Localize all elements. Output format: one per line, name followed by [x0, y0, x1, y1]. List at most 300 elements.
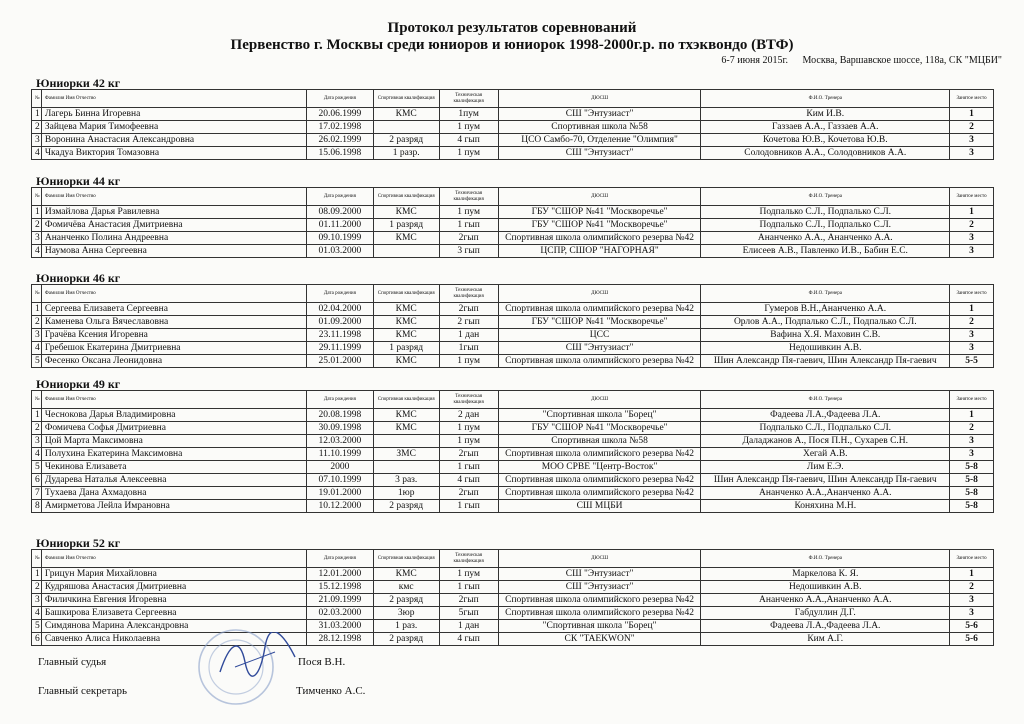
cell-sport-qual: 1 разр.	[373, 147, 439, 160]
cell-dob: 28.12.1998	[307, 633, 374, 646]
cell-place: 5-6	[950, 633, 994, 646]
cell-num: 8	[32, 500, 42, 513]
cell-coach: Даладжанов А., Пося П.Н., Сухарев С.Н.	[701, 435, 950, 448]
column-header-tech-qual: Техническая квалификация	[439, 550, 498, 568]
cell-tech-qual: 2гып	[439, 448, 498, 461]
cell-name: Ананченко Полина Андреевна	[41, 232, 306, 245]
column-header-sport-qual: Спортивная квалификация	[373, 550, 439, 568]
table-row	[32, 594, 994, 607]
cell-tech-qual: 3 гып	[439, 245, 498, 258]
table-row	[32, 633, 994, 646]
cell-school: СШ МЦБИ	[498, 500, 701, 513]
cell-num: 7	[32, 487, 42, 500]
cell-name: Лагерь Бинна Игоревна	[41, 108, 306, 121]
cell-sport-qual: 1юр	[373, 487, 439, 500]
cell-dob: 02.04.2000	[307, 303, 374, 316]
column-header-name: Фамилия Имя Отчество	[41, 550, 306, 568]
cell-name: Симдянова Марина Александровна	[41, 620, 306, 633]
judge-name: Пося В.Н.	[298, 656, 346, 668]
column-header-place: Занятое место	[950, 391, 994, 409]
cell-sport-qual: ЗМС	[373, 448, 439, 461]
table-row	[32, 232, 994, 245]
cell-num: 2	[32, 121, 42, 134]
cell-place: 1	[950, 409, 994, 422]
event-location: Москва, Варшавское шоссе, 118а, СК "МЦБИ"	[802, 55, 1002, 66]
cell-name: Чкадуа Виктория Томазовна	[41, 147, 306, 160]
table-row	[32, 500, 994, 513]
cell-place: 3	[950, 232, 994, 245]
column-header-dob: Дата рождения	[307, 188, 374, 206]
column-header-num: №	[32, 90, 42, 108]
column-header-num: №	[32, 550, 42, 568]
table-header-row	[32, 188, 994, 206]
cell-coach: Ким И.В.	[701, 108, 950, 121]
column-header-num: №	[32, 391, 42, 409]
cell-num: 1	[32, 303, 42, 316]
cell-name: Филичкина Евгения Игоревна	[41, 594, 306, 607]
cell-school: ЦСС	[498, 329, 701, 342]
cell-tech-qual: 2гып	[439, 232, 498, 245]
cell-name: Фомичева Софья Дмитриевна	[41, 422, 306, 435]
cell-coach: Подпалько С.Л., Подпалько С.Л.	[701, 219, 950, 232]
cell-name: Кудряшова Анастасия Дмитриевна	[41, 581, 306, 594]
cell-tech-qual: 5гып	[439, 607, 498, 620]
cell-sport-qual: 3 раз.	[373, 474, 439, 487]
cell-school: ГБУ "СШОР №41 "Москворечье"	[498, 422, 701, 435]
cell-num: 2	[32, 422, 42, 435]
table-row	[32, 620, 994, 633]
column-header-sport-qual: Спортивная квалификация	[373, 391, 439, 409]
cell-school: ЦСО Самбо-70, Отделение "Олимпия"	[498, 134, 701, 147]
cell-place: 3	[950, 147, 994, 160]
cell-dob: 17.02.1998	[307, 121, 374, 134]
cell-school: "Спортивная школа "Борец"	[498, 620, 701, 633]
cell-sport-qual: 2 разряд	[373, 633, 439, 646]
cell-school: Спортивная школа олимпийского резерва №42	[498, 232, 701, 245]
table-row	[32, 409, 994, 422]
table-row	[32, 487, 994, 500]
cell-num: 1	[32, 568, 42, 581]
cell-name: Башкирова Елизавета Сергеевна	[41, 607, 306, 620]
cell-sport-qual: КМС	[373, 303, 439, 316]
cell-school: СШ "Энтузиаст"	[498, 568, 701, 581]
cell-name: Дударева Наталья Алексеевна	[41, 474, 306, 487]
cell-sport-qual: 1 разряд	[373, 342, 439, 355]
column-header-name: Фамилия Имя Отчество	[41, 285, 306, 303]
cell-dob: 09.10.1999	[307, 232, 374, 245]
category-title: Юниорки 49 кг	[36, 377, 121, 391]
cell-coach: Хегай А.В.	[701, 448, 950, 461]
cell-num: 6	[32, 633, 42, 646]
cell-place: 2	[950, 121, 994, 134]
table-row	[32, 134, 994, 147]
cell-dob: 31.03.2000	[307, 620, 374, 633]
cell-name: Воронина Анастасия Александровна	[41, 134, 306, 147]
column-header-sport-qual: Спортивная квалификация	[373, 90, 439, 108]
cell-tech-qual: 1 гып	[439, 581, 498, 594]
column-header-place: Занятое место	[950, 550, 994, 568]
table-row	[32, 329, 994, 342]
cell-school: ЦСПР, СШОР "НАГОРНАЯ"	[498, 245, 701, 258]
cell-coach: Коняхина М.Н.	[701, 500, 950, 513]
cell-dob: 12.03.2000	[307, 435, 374, 448]
cell-dob: 10.12.2000	[307, 500, 374, 513]
cell-sport-qual: 2 разряд	[373, 134, 439, 147]
column-header-num: №	[32, 285, 42, 303]
cell-school: СК "TAEKWON"	[498, 633, 701, 646]
results-table	[31, 89, 994, 160]
cell-school: ГБУ "СШОР №41 "Москворечье"	[498, 316, 701, 329]
cell-num: 1	[32, 206, 42, 219]
cell-dob: 15.06.1998	[307, 147, 374, 160]
cell-sport-qual: КМС	[373, 316, 439, 329]
cell-name: Сергеева Елизавета Сергеевна	[41, 303, 306, 316]
cell-dob: 11.10.1999	[307, 448, 374, 461]
cell-sport-qual: КМС	[373, 422, 439, 435]
cell-coach: Ананченко А.А.,Ананченко А.А.	[701, 487, 950, 500]
table-row	[32, 245, 994, 258]
cell-coach: Подпалько С.Л., Подпалько С.Л.	[701, 206, 950, 219]
cell-dob: 02.03.2000	[307, 607, 374, 620]
cell-place: 2	[950, 581, 994, 594]
secretary-label: Главный секретарь	[38, 685, 127, 697]
cell-coach: Габдуллин Д.Г.	[701, 607, 950, 620]
cell-num: 3	[32, 329, 42, 342]
judge-label: Главный судья	[38, 656, 107, 668]
cell-tech-qual: 1 дан	[439, 329, 498, 342]
cell-name: Наумова Анна Сергеевна	[41, 245, 306, 258]
cell-num: 3	[32, 134, 42, 147]
document-subtitle: Первенство г. Москвы среди юниоров и юниорок 1998-2000г.р. по тхэквондо (ВТФ)	[230, 37, 794, 53]
results-table	[31, 549, 994, 646]
cell-place: 1	[950, 303, 994, 316]
cell-tech-qual: 1 пум	[439, 121, 498, 134]
cell-num: 5	[32, 620, 42, 633]
cell-place: 3	[950, 134, 994, 147]
cell-sport-qual: кмс	[373, 581, 439, 594]
column-header-name: Фамилия Имя Отчество	[41, 188, 306, 206]
cell-place: 1	[950, 206, 994, 219]
column-header-school: ДЮСШ	[498, 188, 701, 206]
column-header-coach: Ф.И.О. Тренера	[701, 188, 950, 206]
cell-name: Савченко Алиса Николаевна	[41, 633, 306, 646]
table-header-row	[32, 285, 994, 303]
cell-school: Спортивная школа олимпийского резерва №42	[498, 594, 701, 607]
cell-school: Спортивная школа олимпийского резерва №42	[498, 607, 701, 620]
cell-name: Каменева Ольга Вячеславовна	[41, 316, 306, 329]
cell-tech-qual: 2 гып	[439, 316, 498, 329]
column-header-dob: Дата рождения	[307, 391, 374, 409]
cell-name: Грачёва Ксения Игоревна	[41, 329, 306, 342]
column-header-place: Занятое место	[950, 188, 994, 206]
cell-tech-qual: 1 гып	[439, 219, 498, 232]
cell-name: Чекинова Елизавета	[41, 461, 306, 474]
cell-school: "Спортивная школа "Борец"	[498, 409, 701, 422]
cell-sport-qual: 2 разряд	[373, 594, 439, 607]
table-row	[32, 607, 994, 620]
cell-tech-qual: 1 гып	[439, 461, 498, 474]
cell-coach: Шин Александр Пя-гаевич, Шин Александр Пя-гаевич	[701, 474, 950, 487]
column-header-tech-qual: Техническая квалификация	[439, 391, 498, 409]
cell-school: СШ "Энтузиаст"	[498, 581, 701, 594]
cell-dob: 20.06.1999	[307, 108, 374, 121]
cell-dob: 25.01.2000	[307, 355, 374, 368]
cell-sport-qual: КМС	[373, 568, 439, 581]
cell-dob: 19.01.2000	[307, 487, 374, 500]
cell-sport-qual: 1 раз.	[373, 620, 439, 633]
cell-coach: Шин Александр Пя-гаевич, Шин Александр Пя-гаевич	[701, 355, 950, 368]
cell-place: 3	[950, 329, 994, 342]
cell-num: 3	[32, 232, 42, 245]
table-row	[32, 121, 994, 134]
results-table	[31, 284, 994, 368]
cell-sport-qual: КМС	[373, 108, 439, 121]
table-row	[32, 206, 994, 219]
cell-sport-qual: 2 разряд	[373, 500, 439, 513]
cell-sport-qual	[373, 121, 439, 134]
cell-dob: 01.09.2000	[307, 316, 374, 329]
cell-coach: Фадеева Л.А.,Фадеева Л.А.	[701, 409, 950, 422]
table-row	[32, 219, 994, 232]
column-header-school: ДЮСШ	[498, 550, 701, 568]
cell-num: 6	[32, 474, 42, 487]
cell-tech-qual: 4 гып	[439, 633, 498, 646]
cell-dob: 15.12.1998	[307, 581, 374, 594]
cell-num: 3	[32, 594, 42, 607]
cell-name: Амирметова Лейла Имрановна	[41, 500, 306, 513]
cell-school: ГБУ "СШОР №41 "Москворечье"	[498, 219, 701, 232]
cell-name: Гребешок Екатерина Дмитриевна	[41, 342, 306, 355]
cell-dob: 01.03.2000	[307, 245, 374, 258]
column-header-school: ДЮСШ	[498, 391, 701, 409]
category-title: Юниорки 52 кг	[36, 536, 121, 550]
cell-sport-qual: 1 разряд	[373, 219, 439, 232]
cell-dob: 07.10.1999	[307, 474, 374, 487]
cell-school: Спортивная школа олимпийского резерва №42	[498, 474, 701, 487]
cell-dob: 08.09.2000	[307, 206, 374, 219]
cell-coach: Ананченко А.А.,Ананченко А.А.	[701, 594, 950, 607]
column-header-coach: Ф.И.О. Тренера	[701, 550, 950, 568]
cell-sport-qual: КМС	[373, 232, 439, 245]
cell-sport-qual: КМС	[373, 355, 439, 368]
cell-coach: Подпалько С.Л., Подпалько С.Л.	[701, 422, 950, 435]
cell-school: ГБУ "СШОР №41 "Москворечье"	[498, 206, 701, 219]
cell-coach: Лим Е.Э.	[701, 461, 950, 474]
cell-tech-qual: 1 гып	[439, 500, 498, 513]
table-header-row	[32, 90, 994, 108]
cell-tech-qual: 1 пум	[439, 568, 498, 581]
cell-num: 2	[32, 581, 42, 594]
cell-school: Спортивная школа №58	[498, 121, 701, 134]
cell-num: 1	[32, 409, 42, 422]
cell-dob: 23.11.1998	[307, 329, 374, 342]
table-row	[32, 108, 994, 121]
cell-place: 1	[950, 108, 994, 121]
cell-place: 5-6	[950, 620, 994, 633]
column-header-tech-qual: Техническая квалификация	[439, 188, 498, 206]
cell-tech-qual: 2гып	[439, 303, 498, 316]
table-row	[32, 448, 994, 461]
cell-place: 5-8	[950, 474, 994, 487]
table-row	[32, 303, 994, 316]
table-header-row	[32, 391, 994, 409]
document-title: Протокол результатов соревнований	[387, 20, 637, 36]
table-row	[32, 342, 994, 355]
results-table	[31, 390, 994, 513]
cell-name: Зайцева Мария Тимофеевна	[41, 121, 306, 134]
cell-name: Тухаева Дана Ахмадовна	[41, 487, 306, 500]
column-header-num: №	[32, 188, 42, 206]
cell-name: Полухина Екатерина Максимовна	[41, 448, 306, 461]
table-row	[32, 422, 994, 435]
cell-num: 4	[32, 342, 42, 355]
cell-tech-qual: 1 пум	[439, 422, 498, 435]
cell-coach: Орлов А.А., Подпалько С.Л., Подпалько С.Л.	[701, 316, 950, 329]
cell-tech-qual: 2 дан	[439, 409, 498, 422]
cell-name: Чеснокова Дарья Владимировна	[41, 409, 306, 422]
cell-tech-qual: 2гып	[439, 487, 498, 500]
category-title: Юниорки 46 кг	[36, 271, 121, 285]
cell-school: Спортивная школа олимпийского резерва №42	[498, 303, 701, 316]
cell-tech-qual: 1 пум	[439, 355, 498, 368]
cell-num: 3	[32, 435, 42, 448]
cell-place: 2	[950, 316, 994, 329]
column-header-school: ДЮСШ	[498, 285, 701, 303]
cell-tech-qual: 4 гып	[439, 134, 498, 147]
cell-place: 3	[950, 448, 994, 461]
column-header-coach: Ф.И.О. Тренера	[701, 285, 950, 303]
column-header-dob: Дата рождения	[307, 285, 374, 303]
cell-dob: 20.08.1998	[307, 409, 374, 422]
cell-num: 4	[32, 147, 42, 160]
cell-place: 2	[950, 422, 994, 435]
cell-tech-qual: 1 пум	[439, 435, 498, 448]
cell-coach: Фадеева Л.А.,Фадеева Л.А.	[701, 620, 950, 633]
table-row	[32, 581, 994, 594]
cell-sport-qual	[373, 245, 439, 258]
cell-school: СШ "Энтузиаст"	[498, 342, 701, 355]
cell-coach: Вафина Х.Я. Маховин С.В.	[701, 329, 950, 342]
cell-school: СШ "Энтузиаст"	[498, 147, 701, 160]
column-header-place: Занятое место	[950, 285, 994, 303]
cell-coach: Елисеев А.В., Павленко И.В., Бабин Е.С.	[701, 245, 950, 258]
cell-coach: Кочетова Ю.В., Кочетова Ю.В.	[701, 134, 950, 147]
cell-name: Фесенко Оксана Леонидовна	[41, 355, 306, 368]
table-row	[32, 147, 994, 160]
cell-dob: 01.11.2000	[307, 219, 374, 232]
cell-sport-qual: КМС	[373, 329, 439, 342]
cell-place: 5-8	[950, 487, 994, 500]
column-header-tech-qual: Техническая квалификация	[439, 90, 498, 108]
cell-place: 5-5	[950, 355, 994, 368]
table-row	[32, 316, 994, 329]
results-table	[31, 187, 994, 258]
cell-tech-qual: 4 гып	[439, 474, 498, 487]
table-row	[32, 568, 994, 581]
table-row	[32, 355, 994, 368]
event-meta	[709, 55, 1002, 66]
cell-school: СШ "Энтузиаст"	[498, 108, 701, 121]
column-header-tech-qual: Техническая квалификация	[439, 285, 498, 303]
cell-place: 5-8	[950, 461, 994, 474]
cell-num: 2	[32, 219, 42, 232]
cell-tech-qual: 1пум	[439, 108, 498, 121]
cell-coach: Недошивкин А.В.	[701, 342, 950, 355]
cell-place: 3	[950, 435, 994, 448]
cell-sport-qual: КМС	[373, 409, 439, 422]
cell-num: 5	[32, 461, 42, 474]
column-header-name: Фамилия Имя Отчество	[41, 391, 306, 409]
category-title: Юниорки 42 кг	[36, 76, 121, 90]
cell-place: 1	[950, 568, 994, 581]
cell-dob: 26.02.1999	[307, 134, 374, 147]
cell-sport-qual: 3юр	[373, 607, 439, 620]
cell-dob: 2000	[307, 461, 374, 474]
signature-icon	[215, 632, 300, 682]
cell-place: 3	[950, 607, 994, 620]
cell-tech-qual: 2гып	[439, 594, 498, 607]
table-row	[32, 474, 994, 487]
cell-sport-qual	[373, 461, 439, 474]
cell-num: 4	[32, 448, 42, 461]
cell-school: Спортивная школа олимпийского резерва №42	[498, 487, 701, 500]
cell-num: 2	[32, 316, 42, 329]
cell-name: Измайлова Дарья Равилевна	[41, 206, 306, 219]
cell-tech-qual: 1гып	[439, 342, 498, 355]
column-header-school: ДЮСШ	[498, 90, 701, 108]
column-header-place: Занятое место	[950, 90, 994, 108]
cell-name: Грицун Мария Михайловна	[41, 568, 306, 581]
column-header-sport-qual: Спортивная квалификация	[373, 188, 439, 206]
table-row	[32, 435, 994, 448]
column-header-sport-qual: Спортивная квалификация	[373, 285, 439, 303]
column-header-coach: Ф.И.О. Тренера	[701, 391, 950, 409]
cell-name: Фомичёва Анастасия Дмитриевна	[41, 219, 306, 232]
cell-num: 5	[32, 355, 42, 368]
column-header-name: Фамилия Имя Отчество	[41, 90, 306, 108]
cell-place: 3	[950, 594, 994, 607]
column-header-dob: Дата рождения	[307, 550, 374, 568]
cell-coach: Ким А.Г.	[701, 633, 950, 646]
category-title: Юниорки 44 кг	[36, 174, 121, 188]
cell-coach: Ананченко А.А., Ананченко А.А.	[701, 232, 950, 245]
cell-place: 3	[950, 342, 994, 355]
cell-school: Спортивная школа №58	[498, 435, 701, 448]
cell-coach: Гумеров В.Н.,Ананченко А.А.	[701, 303, 950, 316]
cell-school: Спортивная школа олимпийского резерва №42	[498, 355, 701, 368]
cell-sport-qual: КМС	[373, 206, 439, 219]
cell-coach: Маркелова К. Я.	[701, 568, 950, 581]
cell-dob: 21.09.1999	[307, 594, 374, 607]
cell-place: 5-8	[950, 500, 994, 513]
cell-school: Спортивная школа олимпийского резерва №42	[498, 448, 701, 461]
cell-dob: 12.01.2000	[307, 568, 374, 581]
secretary-name: Тимченко А.С.	[296, 685, 366, 697]
cell-name: Цой Марта Максимовна	[41, 435, 306, 448]
cell-place: 2	[950, 219, 994, 232]
cell-coach: Солодовников А.А., Солодовников А.А.	[701, 147, 950, 160]
cell-coach: Газзаев А.А., Газзаев А.А.	[701, 121, 950, 134]
column-header-dob: Дата рождения	[307, 90, 374, 108]
cell-tech-qual: 1 дан	[439, 620, 498, 633]
column-header-coach: Ф.И.О. Тренера	[701, 90, 950, 108]
cell-num: 4	[32, 607, 42, 620]
cell-sport-qual	[373, 435, 439, 448]
event-date: 6-7 июня 2015г.	[721, 55, 788, 66]
table-row	[32, 461, 994, 474]
cell-num: 1	[32, 108, 42, 121]
cell-dob: 30.09.1998	[307, 422, 374, 435]
